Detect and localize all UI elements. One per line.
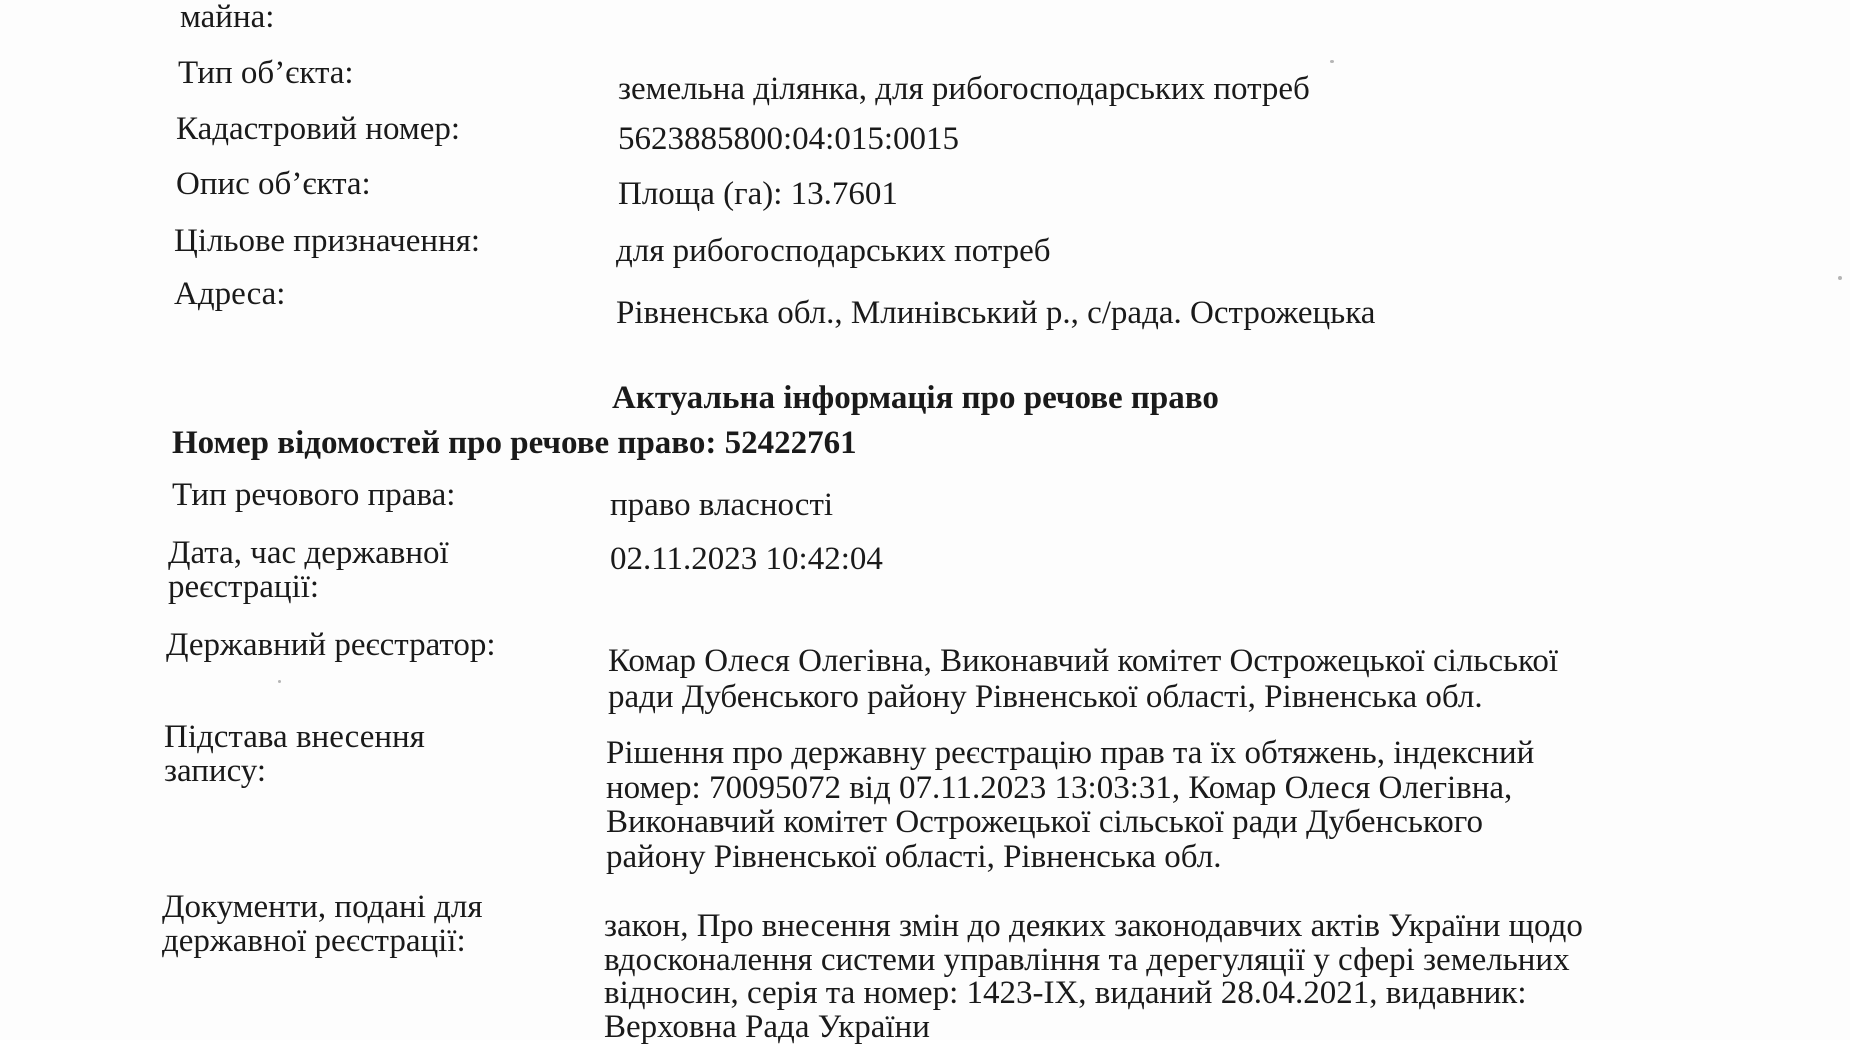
- cadastral-number-value: 5623885800:04:015:0015: [618, 121, 960, 157]
- purpose-label: Цільове призначення:: [174, 223, 481, 259]
- basis-label-line-2: запису:: [164, 753, 267, 789]
- documents-label: [162, 890, 483, 958]
- documents-value: [604, 910, 1583, 1044]
- object-description-value: Площа (га): 13.7601: [618, 176, 898, 212]
- address-label: Адреса:: [174, 276, 286, 312]
- registration-date-value-line: 02.11.2023 10:42:04: [610, 541, 883, 577]
- address-value: Рівненська обл., Млинівський р., с/рада. Острожецька: [616, 295, 1376, 331]
- documents-value-line-4: Верховна Рада України: [604, 1008, 930, 1045]
- basis-value-line-3: Виконавчий комітет Острожецької сільської ради Дубенського: [606, 804, 1483, 840]
- record-number-line: Номер відомостей про речове право: 52422761: [172, 425, 857, 461]
- registration-date-label: [168, 536, 449, 604]
- scan-speck: [1330, 60, 1334, 63]
- section-title: Актуальна інформація про речове право: [612, 380, 1219, 416]
- scan-speck: [1838, 276, 1842, 280]
- cadastral-number-label: Кадастровий номер:: [176, 111, 461, 147]
- basis-label: [164, 720, 425, 788]
- documents-value-line-3: відносин, серія та номер: 1423-IX, виданий 28.04.2021, видавник:: [604, 975, 1527, 1011]
- documents-value-line-1: закон, Про внесення змін до деяких законодавчих актів України щодо: [604, 908, 1583, 944]
- documents-label-line-1: Документи, подані для: [162, 889, 483, 925]
- object-description-label: Опис об’єкта:: [176, 166, 371, 202]
- registrar-value-line-1: Комар Олеся Олегівна, Виконавчий комітет Острожецької сільської: [608, 643, 1559, 679]
- basis-value: [606, 736, 1534, 874]
- basis-value-line-4: району Рівненської області, Рівненська обл.: [606, 838, 1222, 875]
- purpose-value: для рибогосподарських потреб: [616, 233, 1051, 269]
- right-type-label-line: Тип речового права:: [172, 477, 456, 513]
- basis-value-line-2: номер: 70095072 від 07.11.2023 13:03:31, Комар Олеся Олегівна,: [606, 769, 1513, 806]
- object-type-value: земельна ділянка, для рибогосподарських потреб: [618, 71, 1310, 107]
- basis-value-line-1: Рішення про державну реєстрацію прав та їх обтяжень, індексний: [606, 735, 1535, 771]
- registrar-value-line-2: ради Дубенського району Рівненської області, Рівненська обл.: [608, 679, 1483, 715]
- registration-date-value: [610, 542, 883, 577]
- basis-label-line-1: Підстава внесення: [164, 719, 425, 755]
- right-type-value: [610, 488, 833, 523]
- documents-label-line-2: державної реєстрації:: [162, 923, 466, 959]
- scan-speck: [278, 680, 281, 683]
- registrar-label: [166, 628, 496, 663]
- registrar-label-line: Державний реєстратор:: [166, 627, 496, 663]
- top-fragment: майна:: [180, 0, 275, 35]
- documents-value-line-2: вдосконалення системи управління та дерегуляції у сфері земельних: [604, 941, 1570, 978]
- right-type-label: [172, 478, 455, 513]
- registration-date-label-line-2: реєстрації:: [168, 569, 320, 605]
- object-type-label: Тип об’єкта:: [178, 55, 354, 91]
- registration-date-label-line-1: Дата, час державної: [168, 535, 449, 571]
- registrar-value: [608, 643, 1558, 715]
- right-type-value-line: право власності: [610, 487, 834, 523]
